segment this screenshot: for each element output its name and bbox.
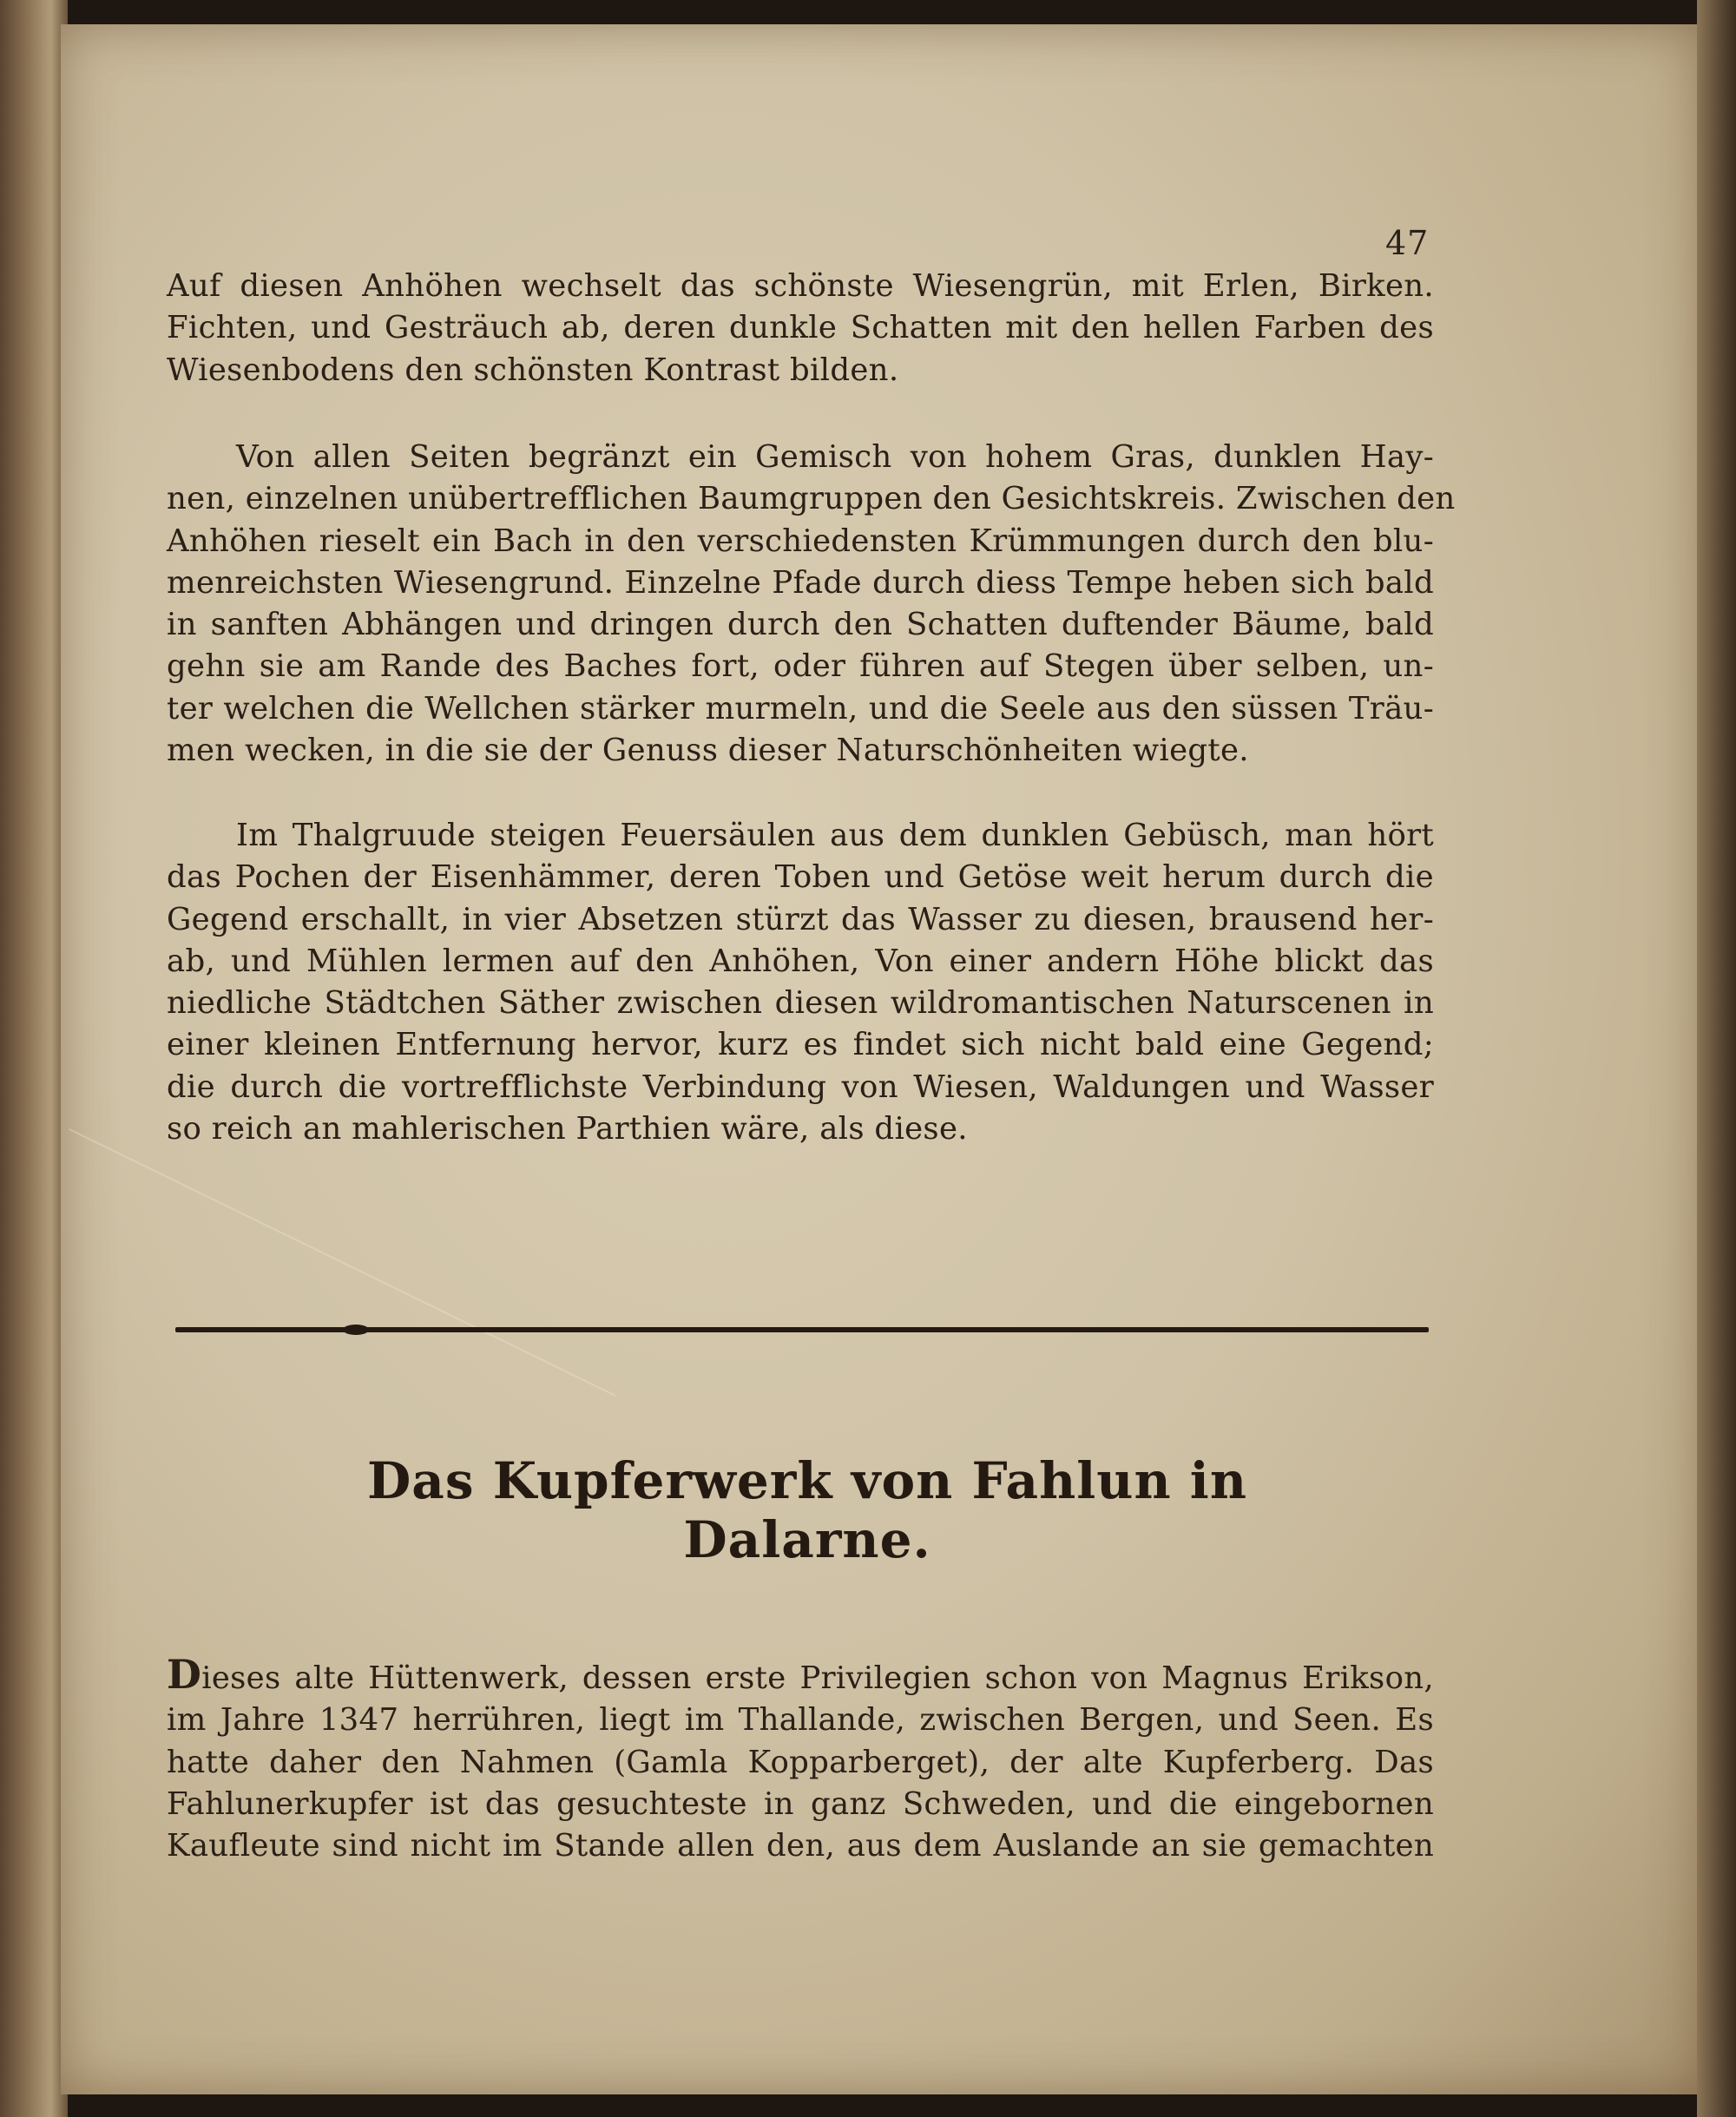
text-line: Im Thalgruude steigen Feuersäulen aus dem dunklen Gebüsch, man hört: [236, 818, 1434, 853]
text-line: Fahlunerkupfer ist das gesuchteste in ganz Schweden, und die eingebornen: [167, 1785, 1434, 1822]
text-line: nen, einzelnen unübertrefflichen Baumgruppen den Gesichtskreis. Zwischen den: [167, 481, 1456, 517]
text-line: Anhöhen rieselt ein Bach in den verschiedensten Krümmungen durch den blu-: [167, 523, 1434, 559]
text-line: Gegend erschallt, in vier Absetzen stürzt das Wasser zu diesen, brausend her-: [167, 901, 1434, 937]
text-line: die durch die vortrefflichste Verbindung von Wiesen, Waldungen und Wasser: [167, 1068, 1434, 1105]
text-line: ter welchen die Wellchen stärker murmeln, und die Seele aus den süssen Träu-: [167, 690, 1434, 726]
section-heading: Das Kupferwerk von Fahlun in Dalarne.: [366, 1451, 1248, 1569]
text-line: so reich an mahlerischen Parthien wäre, als diese.: [167, 1111, 968, 1147]
text-line: Kaufleute sind nicht im Stande allen den, aus dem Auslande an sie gemachten: [167, 1828, 1434, 1864]
page-number: 47: [1385, 224, 1430, 262]
text-line: ab, und Mühlen lermen auf den Anhöhen, Von einer andern Höhe blickt das: [167, 943, 1434, 979]
text-line: menreichsten Wiesengrund. Einzelne Pfade durch diess Tempe heben sich bald: [167, 564, 1434, 601]
paragraph-1: [167, 266, 1434, 391]
text-line: in sanften Abhängen und dringen durch den Schatten duftender Bäume, bald: [167, 607, 1434, 643]
paragraph-2: [167, 437, 1456, 772]
text-line: hatte daher den Nahmen (Gamla Kopparberget), der alte Kupferberg. Das: [167, 1744, 1434, 1780]
text-line: Von allen Seiten begränzt ein Gemisch von hohem Gras, dunklen Hay-: [236, 439, 1434, 475]
text-line: einer kleinen Entfernung hervor, kurz es findet sich nicht bald eine Gegend;: [167, 1027, 1434, 1063]
text-line: das Pochen der Eisenhämmer, deren Toben und Getöse weit herum durch die: [167, 859, 1434, 896]
section-divider-ornament: [343, 1325, 369, 1335]
text-line: Auf diesen Anhöhen wechselt das schönste Wiesengrün, mit Erlen, Birken.: [167, 268, 1434, 304]
text-line: Dieses alte Hüttenwerk, dessen erste Privilegien schon von Magnus Erikson,: [167, 1651, 1434, 1698]
left-page-edge: [0, 0, 68, 2117]
text-line: men wecken, in die sie der Genuss dieser Naturschönheiten wiegte.: [167, 733, 1249, 769]
text-line: gehn sie am Rande des Baches fort, oder führen auf Stegen über selben, un-: [167, 648, 1434, 685]
section-paragraph: [167, 1653, 1434, 1867]
right-page-edge: [1697, 0, 1736, 2117]
text-line: niedliche Städtchen Säther zwischen diesen wildromantischen Naturscenen in: [167, 985, 1434, 1022]
text-line: Wiesenbodens den schönsten Kontrast bilden.: [167, 352, 899, 388]
paragraph-3: [167, 815, 1434, 1150]
text-line: im Jahre 1347 herrühren, liegt im Thallande, zwischen Bergen, und Seen. Es: [167, 1702, 1434, 1739]
text-line: Fichten, und Gesträuch ab, deren dunkle Schatten mit den hellen Farben des: [167, 310, 1434, 346]
